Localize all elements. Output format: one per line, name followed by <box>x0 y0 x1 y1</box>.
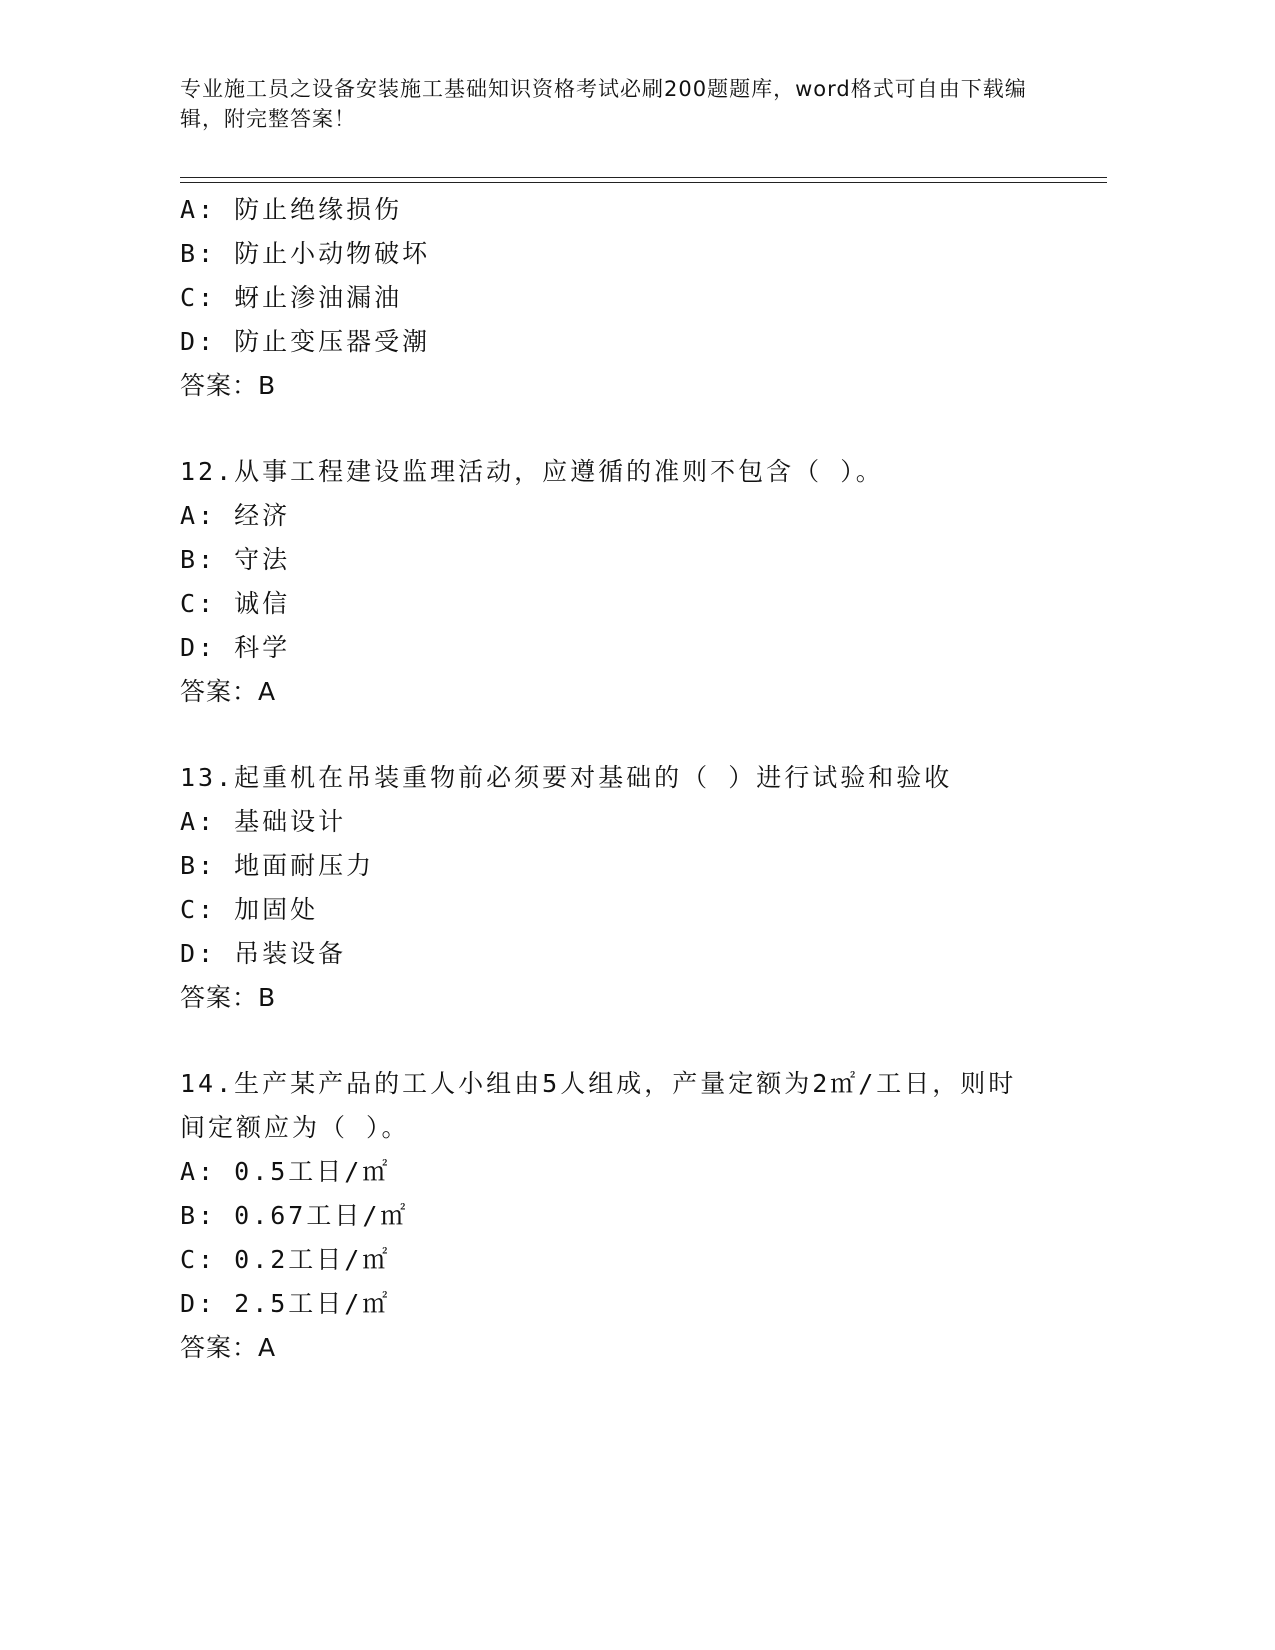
option-b: B: 守法 <box>180 545 291 574</box>
question-block-14 <box>180 1062 1080 1370</box>
answer-line: 答案：B <box>180 983 277 1012</box>
question-block-13 <box>180 756 1080 1020</box>
question-text: 13.起重机在吊装重物前必须要对基础的（ ）进行试验和验收 <box>180 763 953 792</box>
question-text: 12.从事工程建设监理活动，应遵循的准则不包含（ ）。 <box>180 457 884 486</box>
question-list <box>180 188 1080 1370</box>
option-d: D: 吊装设备 <box>180 939 347 968</box>
option-d: D: 科学 <box>180 633 291 662</box>
answer-line: 答案：B <box>180 371 277 400</box>
option-b: B: 0.67工日/㎡ <box>180 1201 409 1230</box>
header-divider <box>180 177 1107 183</box>
option-c: C: 加固处 <box>180 895 319 924</box>
answer-line: 答案：A <box>180 1333 277 1362</box>
option-a: A: 基础设计 <box>180 807 347 836</box>
option-d: D: 防止变压器受潮 <box>180 327 431 356</box>
option-c: C: 蚜止渗油漏油 <box>180 283 403 312</box>
option-c: C: 诚信 <box>180 589 291 618</box>
question-block-11 <box>180 188 1080 408</box>
answer-line: 答案：A <box>180 677 277 706</box>
document-header: 专业施工员之设备安装施工基础知识资格考试必刷200题题库，word格式可自由下载编辑，附完整答案！ <box>180 77 1027 131</box>
option-c: C: 0.2工日/㎡ <box>180 1245 391 1274</box>
option-b: B: 地面耐压力 <box>180 851 375 880</box>
option-d: D: 2.5工日/㎡ <box>180 1289 391 1318</box>
option-a: A: 防止绝缘损伤 <box>180 195 403 224</box>
option-a: A: 0.5工日/㎡ <box>180 1157 391 1186</box>
question-block-12 <box>180 450 1080 714</box>
option-b: B: 防止小动物破坏 <box>180 239 431 268</box>
option-a: A: 经济 <box>180 501 291 530</box>
question-text: 14.生产某产品的工人小组由5人组成，产量定额为2㎡/工日，则时间定额应为（ ）。 <box>180 1069 1017 1142</box>
